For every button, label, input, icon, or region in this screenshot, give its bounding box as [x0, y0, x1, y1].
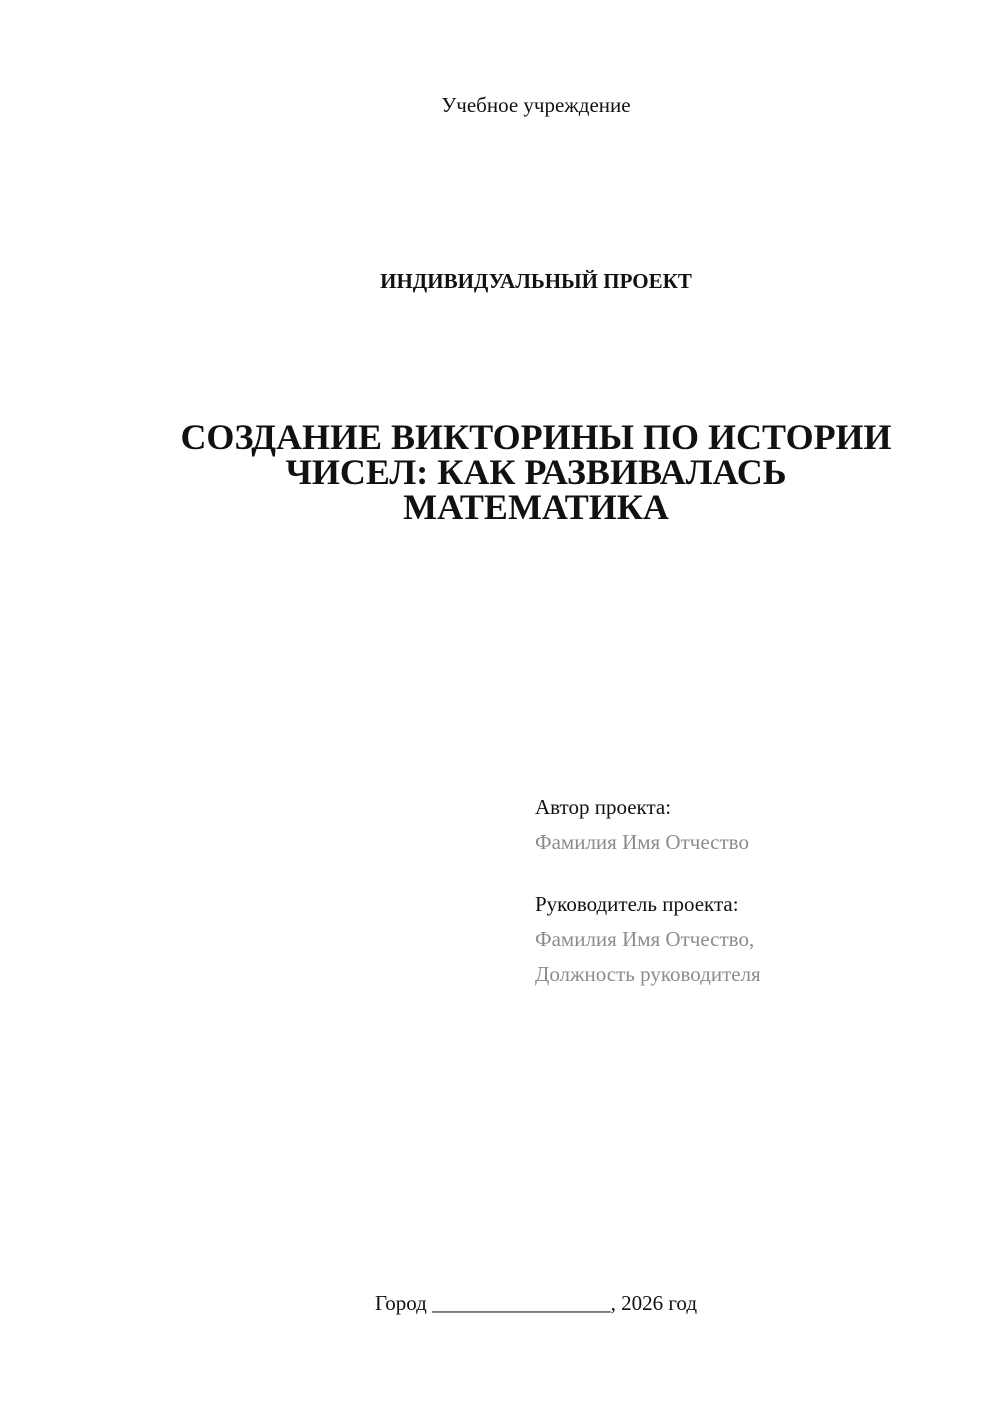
supervisor-label: Руководитель проекта: [535, 892, 739, 916]
project-info-block [535, 790, 975, 992]
project-title-line-3: МАТЕМАТИКА [403, 487, 669, 527]
supervisor-position: Должность руководителя [535, 962, 761, 986]
institution-name: Учебное учреждение [441, 93, 631, 117]
info-spacer [535, 860, 975, 887]
author-name: Фамилия Имя Отчество [535, 830, 749, 854]
city-year-line: Город _________________, 2026 год [374, 1291, 698, 1315]
project-title [0, 417, 1000, 527]
project-title-line-1: СОЗДАНИЕ ВИКТОРИНЫ ПО ИСТОРИИ [180, 417, 892, 457]
document-type: ИНДИВИДУАЛЬНЫЙ ПРОЕКТ [380, 269, 692, 293]
supervisor-name: Фамилия Имя Отчество, [535, 927, 755, 951]
author-label: Автор проекта: [535, 795, 672, 819]
project-title-line-2: ЧИСЕЛ: КАК РАЗВИВАЛАСЬ [285, 452, 787, 492]
